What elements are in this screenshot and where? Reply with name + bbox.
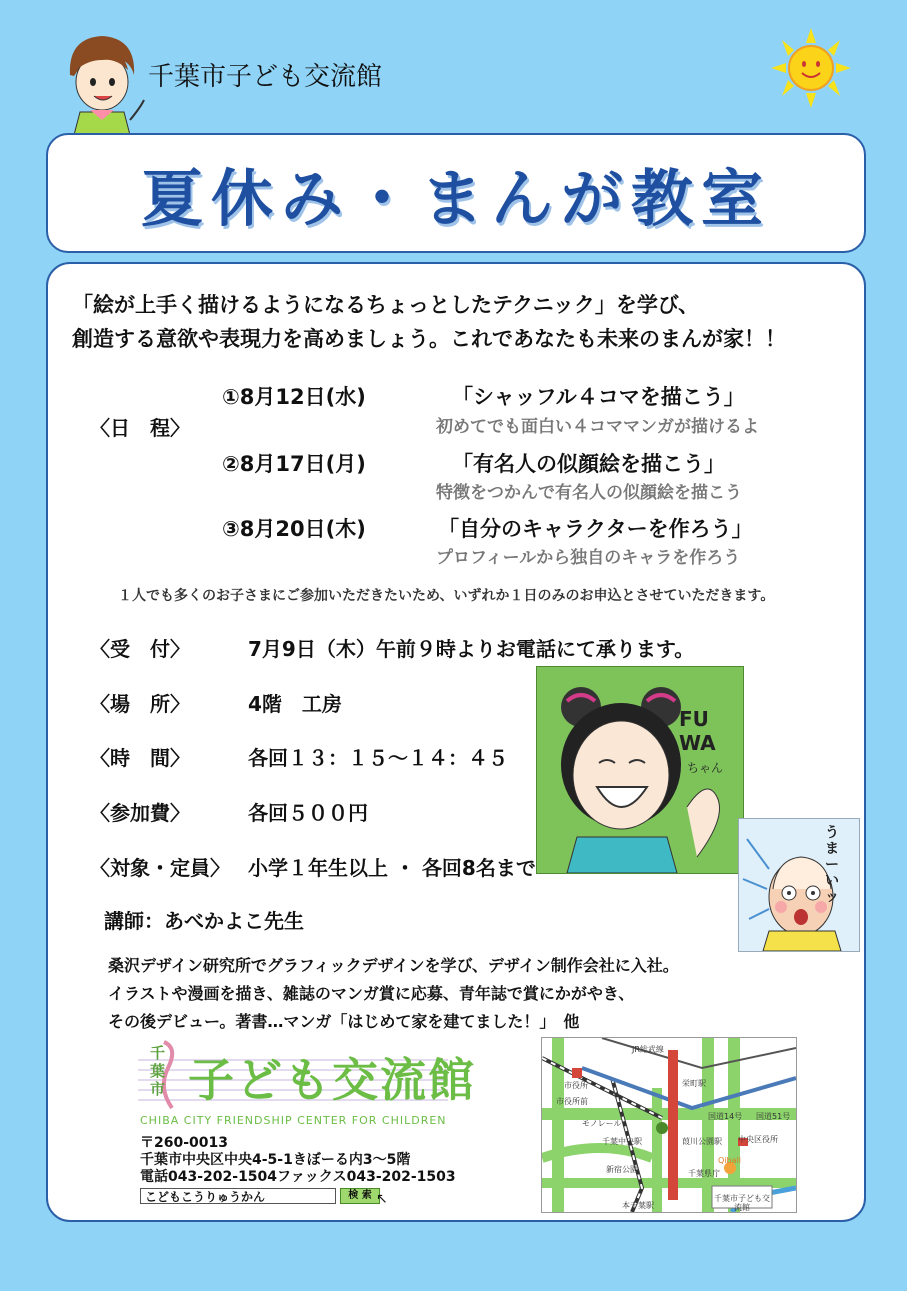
map-label-qiball: Qiball xyxy=(718,1156,741,1165)
phone-fax: 電話043-202-1504ファックス043-202-1503 xyxy=(140,1169,456,1185)
instructor-bio-3: その後デビュー。著書…マンガ「はじめて家を建てました！」 他 xyxy=(108,1012,580,1031)
map-label-city-hall: 市役所 xyxy=(564,1081,588,1090)
fee-value: 各回５００円 xyxy=(248,801,368,825)
time-label: 〈時 間〉 xyxy=(90,746,190,770)
target-label: 〈対象・定員〉 xyxy=(90,856,230,880)
session-2-desc: 特徴をつかんで有名人の似顔絵を描こう xyxy=(436,483,742,503)
cursor-icon: ↖ xyxy=(376,1191,388,1207)
time-value: 各回１３：１５～１４：４５ xyxy=(248,746,508,770)
map-label-sakaecho: 栄町駅 xyxy=(682,1079,706,1088)
sun-icon xyxy=(766,28,856,108)
map-label-prefecture: 千葉県庁 xyxy=(688,1169,720,1178)
search-box xyxy=(140,1188,390,1206)
fee-label: 〈参加費〉 xyxy=(90,801,190,825)
intro-line-2: 創造する意欲や表現力を高めましょう。これであなたも未来のまんが家！！ xyxy=(72,327,786,351)
session-1-date: ①8月12日(水) xyxy=(222,385,366,409)
map-label-jr: JR総武線 xyxy=(632,1045,664,1054)
map-label-yoshikawa: 葭川公園駅 xyxy=(682,1137,722,1146)
session-3-desc: プロフィールから独自のキャラを作ろう xyxy=(436,548,741,568)
map-label-shinjuku-park: 新宿公園 xyxy=(606,1165,638,1174)
map-label-center: 千葉市子ども交流館 xyxy=(714,1194,770,1212)
intro-line-1: 「絵が上手く描けるようになるちょっとしたテクニック」を学び、 xyxy=(72,293,700,317)
address: 千葉市中央区中央4-5-1きぼーる内3～5階 xyxy=(140,1152,411,1168)
postal-code: 〒260-0013 xyxy=(140,1135,228,1151)
session-1-theme: 「シャッフル４コマを描こう」 xyxy=(452,385,745,409)
umai-text: うまーいッ xyxy=(825,825,839,905)
instructor-bio-2: イラストや漫画を描き、雑誌のマンガ賞に応募、青年誌で賞にかがやき、 xyxy=(108,984,635,1003)
logo-english-text: CHIBA CITY FRIENDSHIP CENTER FOR CHILDREN xyxy=(140,1114,447,1127)
session-3-date: ③8月20日(木) xyxy=(222,517,366,541)
fuwa-text: FU WA xyxy=(679,707,716,755)
center-logo xyxy=(138,1038,476,1130)
location-value: 4階 工房 xyxy=(248,692,342,716)
session-2-date: ②8月17日(月) xyxy=(222,452,366,476)
map-label-monorail: モノレール xyxy=(582,1119,622,1128)
map-label-shiyakushomae: 市役所前 xyxy=(556,1097,588,1106)
reception-value: 7月9日（木）午前９時よりお電話にて承ります。 xyxy=(248,637,695,661)
session-1-desc: 初めてでも面白い４コママンガが描けるよ xyxy=(436,417,759,437)
surprised-man-illustration xyxy=(738,818,860,952)
map-label-honchiba: 本千葉駅 xyxy=(622,1201,654,1210)
reception-label: 〈受 付〉 xyxy=(90,637,190,661)
instructor-title: 講師：あべかよこ先生 xyxy=(104,909,304,933)
map-label-route14: 国道14号 xyxy=(708,1112,743,1121)
map-label-chiba-chuo: 千葉中央駅 xyxy=(602,1137,642,1146)
logo-main-text: 子ども交流館 xyxy=(188,1053,476,1107)
title-banner xyxy=(46,133,866,253)
target-value: 小学１年生以上 ・ 各回8名まで xyxy=(248,856,536,880)
fuwa-chan-illustration xyxy=(536,666,744,874)
search-input[interactable]: こどもこうりゅうかん xyxy=(140,1188,336,1204)
instructor-bio-1: 桑沢デザイン研究所でグラフィックデザインを学び、デザイン制作会社に入社。 xyxy=(108,956,679,975)
session-3-theme: 「自分のキャラクターを作ろう」 xyxy=(438,517,753,541)
organization-name: 千葉市子ども交流館 xyxy=(148,62,383,92)
access-map xyxy=(541,1037,797,1213)
schedule-note: １人でも多くのお子さまにご参加いただきたいため、いずれか１日のみのお申込とさせていただきます。 xyxy=(118,588,775,604)
search-button[interactable]: 検 索 xyxy=(340,1188,380,1204)
schedule-label: 〈日 程〉 xyxy=(90,416,190,440)
map-label-ward-office: 中央区役所 xyxy=(738,1135,778,1144)
map-label-route51: 国道51号 xyxy=(756,1112,791,1121)
location-label: 〈場 所〉 xyxy=(90,692,190,716)
fuwa-sub-text: ちゃん xyxy=(687,761,724,775)
mascot-girl-illustration xyxy=(60,30,150,135)
page-title: 夏休み・まんが教室 xyxy=(140,161,771,235)
session-2-theme: 「有名人の似顔絵を描こう」 xyxy=(452,452,725,476)
logo-side-text: 千葉市 xyxy=(150,1044,166,1098)
